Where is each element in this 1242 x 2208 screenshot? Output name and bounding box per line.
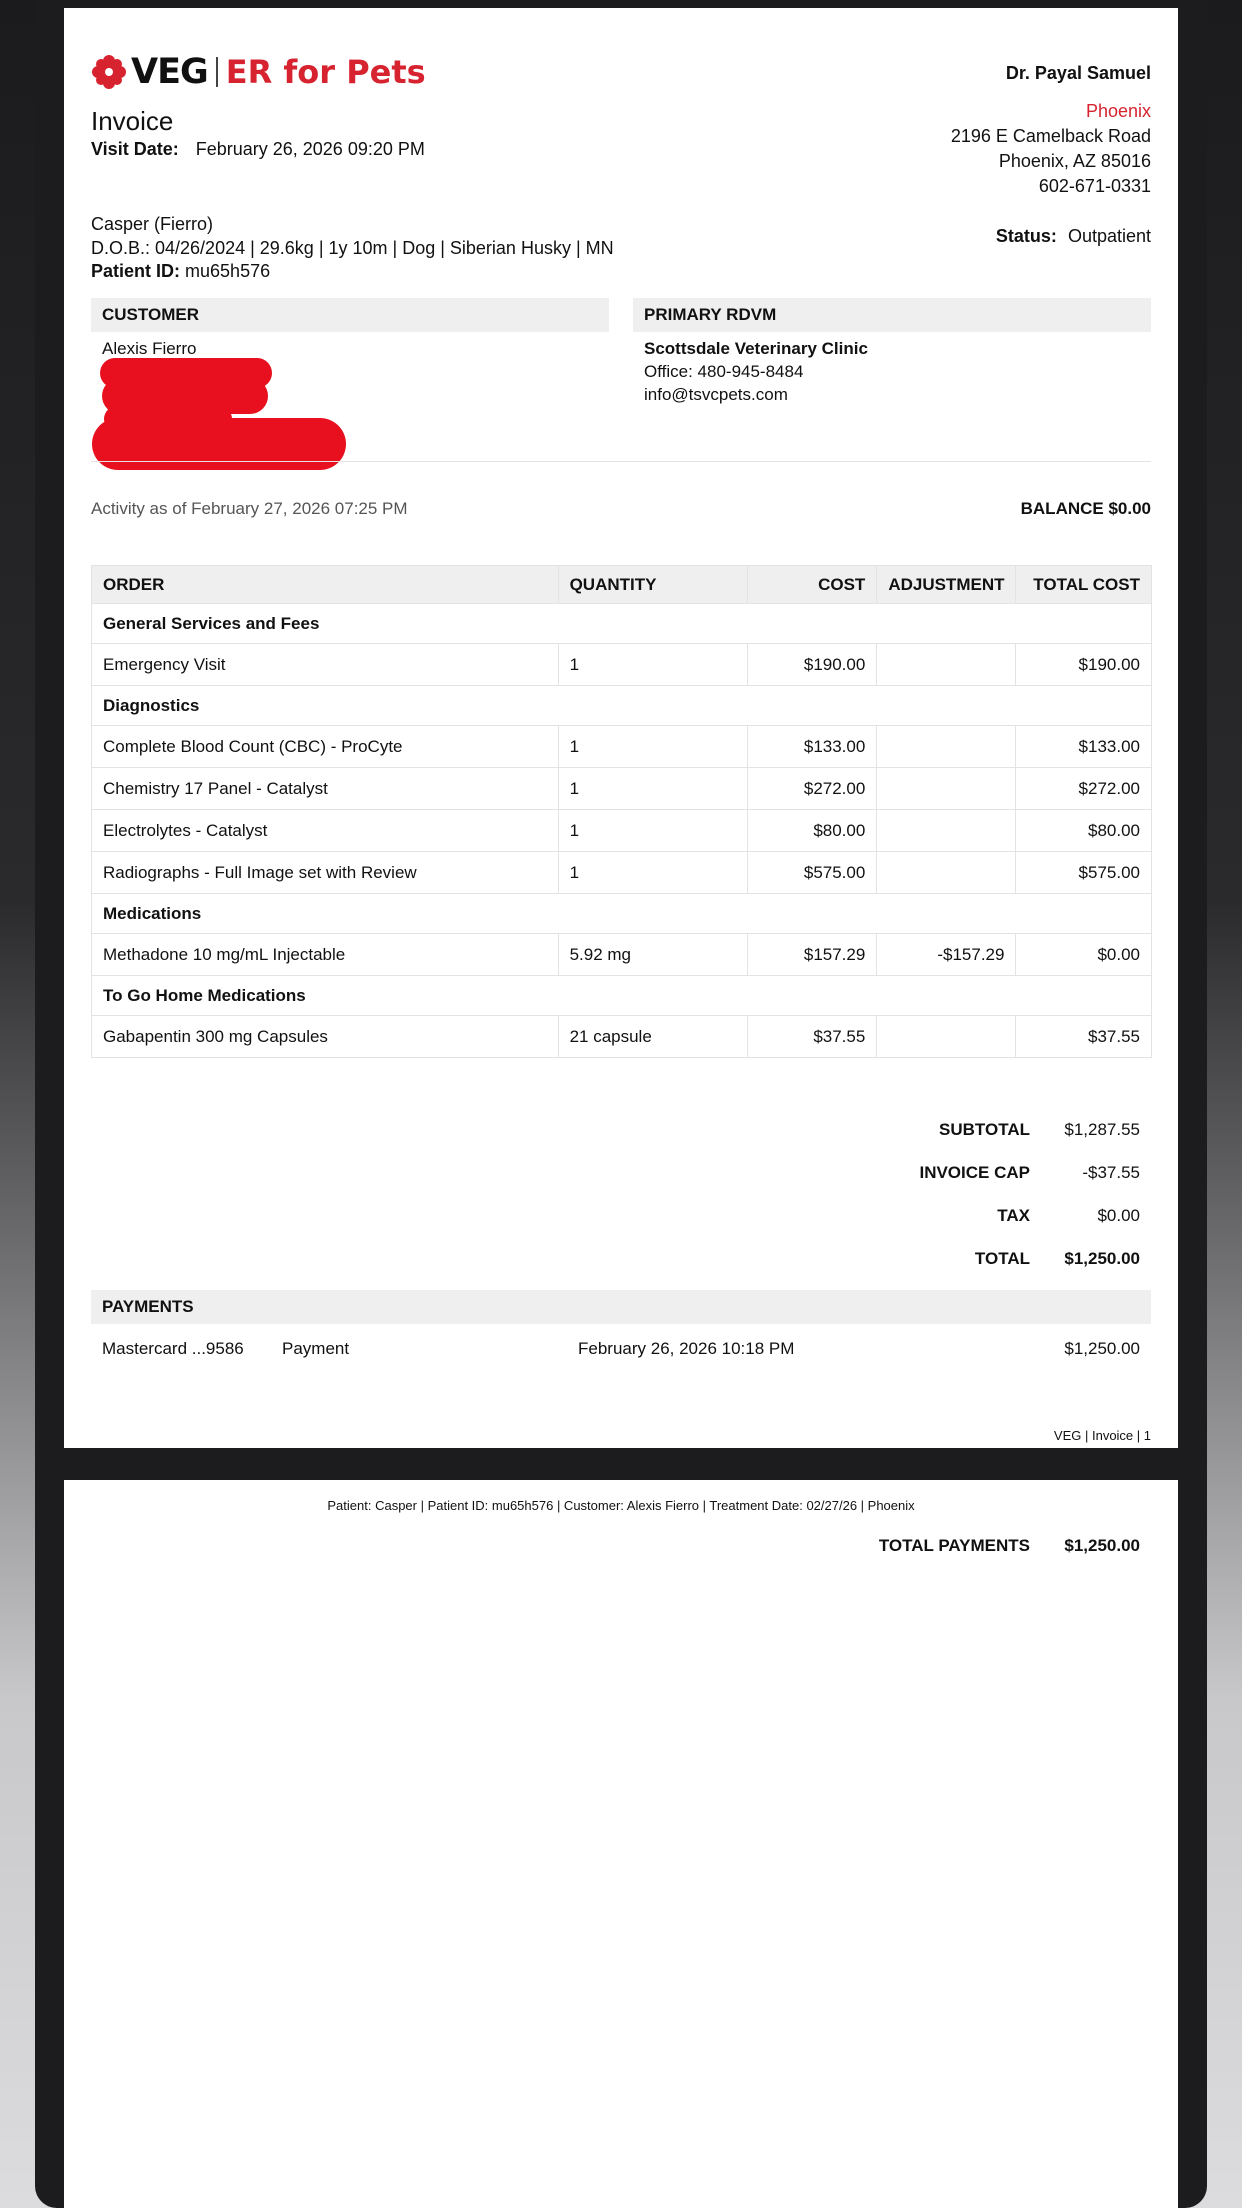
visit-date-value: February 26, 2026 09:20 PM [195, 139, 425, 159]
category-name: Medications [92, 894, 1152, 934]
patient-summary-line: Patient: Casper | Patient ID: mu65h576 | Customer: Alexis Fierro | Treatment Date: 02/27/26 | Phoenix [327, 1498, 915, 1513]
item-order: Methadone 10 mg/mL Injectable [92, 934, 559, 976]
invoice-cap-label: INVOICE CAP [919, 1162, 1030, 1182]
activity-date: Activity as of February 27, 2026 07:25 PM [91, 499, 408, 518]
clinic-address-1: 2196 E Camelback Road [950, 126, 1151, 146]
category-name: To Go Home Medications [92, 976, 1152, 1016]
item-adjustment [877, 810, 1016, 852]
col-adjustment: ADJUSTMENT [877, 566, 1016, 604]
customer-name: Alexis Fierro [102, 339, 197, 358]
item-total: $272.00 [1016, 768, 1152, 810]
item-order: Complete Blood Count (CBC) - ProCyte [92, 726, 559, 768]
item-qty: 1 [558, 852, 747, 894]
tax-row [919, 1194, 1140, 1237]
table-row [92, 1016, 1152, 1058]
total-payments-row [879, 1536, 1140, 1556]
item-cost: $157.29 [747, 934, 877, 976]
item-qty: 21 capsule [558, 1016, 747, 1058]
customer-header: CUSTOMER [91, 298, 609, 332]
paw-cross-icon [91, 54, 127, 90]
item-order: Electrolytes - Catalyst [92, 810, 559, 852]
clinic-phone: 602-671-0331 [1038, 176, 1151, 196]
item-total: $0.00 [1016, 934, 1152, 976]
totals-block [919, 1108, 1140, 1280]
subtotal-value: $1,287.55 [1064, 1119, 1140, 1139]
table-row [92, 726, 1152, 768]
table-row [92, 934, 1152, 976]
item-adjustment: -$157.29 [877, 934, 1016, 976]
rdvm-header: PRIMARY RDVM [633, 298, 1151, 332]
veg-logo [91, 52, 426, 92]
clinic-address-2: Phoenix, AZ 85016 [998, 151, 1151, 171]
visit-date-label: Visit Date: [91, 139, 179, 159]
payment-type: Payment [282, 1339, 350, 1358]
status-value: Outpatient [1067, 226, 1151, 246]
col-total-cost: TOTAL COST [1016, 566, 1152, 604]
item-total: $133.00 [1016, 726, 1152, 768]
logo-er-text: ER for Pets [225, 53, 426, 91]
redaction-mark [92, 418, 346, 470]
col-quantity: QUANTITY [558, 566, 747, 604]
col-order: ORDER [92, 566, 559, 604]
item-cost: $575.00 [747, 852, 877, 894]
patient-name: Casper (Fierro) [91, 214, 214, 234]
item-total: $190.00 [1016, 644, 1152, 686]
payment-amount: $1,250.00 [1064, 1339, 1140, 1358]
item-order: Radiographs - Full Image set with Review [92, 852, 559, 894]
col-cost: COST [747, 566, 877, 604]
rdvm-office: Office: 480-945-8484 [644, 362, 804, 381]
item-adjustment [877, 852, 1016, 894]
item-cost: $133.00 [747, 726, 877, 768]
item-cost: $190.00 [747, 644, 877, 686]
item-order: Chemistry 17 Panel - Catalyst [92, 768, 559, 810]
patient-details: D.O.B.: 04/26/2024 | 29.6kg | 1y 10m | Dog | Siberian Husky | MN [91, 238, 614, 258]
tax-label: TAX [997, 1205, 1030, 1225]
item-qty: 1 [558, 726, 747, 768]
subtotal-label: SUBTOTAL [939, 1119, 1030, 1139]
item-total: $575.00 [1016, 852, 1152, 894]
item-adjustment [877, 1016, 1016, 1058]
tax-value: $0.00 [1097, 1205, 1140, 1225]
category-row [92, 894, 1152, 934]
item-cost: $80.00 [747, 810, 877, 852]
status-label: Status: [995, 226, 1057, 246]
item-cost: $37.55 [747, 1016, 877, 1058]
patient-id-value: mu65h576 [185, 261, 271, 281]
item-qty: 1 [558, 768, 747, 810]
logo-divider [216, 57, 218, 87]
page-footer: VEG | Invoice | 1 [1053, 1428, 1151, 1443]
status-row [996, 226, 1151, 247]
item-total: $80.00 [1016, 810, 1152, 852]
item-order: Gabapentin 300 mg Capsules [92, 1016, 559, 1058]
payment-date: February 26, 2026 10:18 PM [578, 1339, 795, 1358]
visit-date-row [91, 139, 425, 160]
invoice-page-2 [64, 1480, 1178, 2208]
item-qty: 1 [558, 810, 747, 852]
rdvm-name: Scottsdale Veterinary Clinic [644, 339, 868, 358]
invoice-cap-row [919, 1151, 1140, 1194]
invoice-page-1 [64, 8, 1178, 1448]
table-row [92, 644, 1152, 686]
rdvm-email: info@tsvcpets.com [644, 385, 788, 404]
item-cost: $272.00 [747, 768, 877, 810]
table-row [92, 852, 1152, 894]
total-value: $1,250.00 [1064, 1248, 1140, 1268]
item-adjustment [877, 768, 1016, 810]
clinic-location: Phoenix [1085, 101, 1151, 121]
doctor-name: Dr. Payal Samuel [1005, 63, 1151, 83]
item-qty: 1 [558, 644, 747, 686]
category-name: Diagnostics [92, 686, 1152, 726]
total-row [919, 1237, 1140, 1280]
balance: BALANCE $0.00 [1020, 499, 1151, 518]
patient-id-row [91, 261, 270, 282]
item-qty: 5.92 mg [558, 934, 747, 976]
payments-header: PAYMENTS [91, 1290, 1151, 1324]
category-row [92, 686, 1152, 726]
total-payments-value: $1,250.00 [1064, 1536, 1140, 1555]
item-order: Emergency Visit [92, 644, 559, 686]
item-adjustment [877, 644, 1016, 686]
patient-id-label: Patient ID: [91, 261, 181, 281]
invoice-title: Invoice [91, 106, 174, 136]
category-name: General Services and Fees [92, 604, 1152, 644]
subtotal-row [919, 1108, 1140, 1151]
item-adjustment [877, 726, 1016, 768]
category-row [92, 604, 1152, 644]
logo-veg-text: VEG [131, 52, 208, 92]
table-row [92, 810, 1152, 852]
orders-header-row [92, 566, 1152, 604]
total-payments-label: TOTAL PAYMENTS [878, 1536, 1030, 1555]
total-label: TOTAL [974, 1248, 1030, 1268]
category-row [92, 976, 1152, 1016]
item-total: $37.55 [1016, 1016, 1152, 1058]
orders-table [91, 565, 1152, 1058]
divider [91, 461, 1151, 462]
payment-method: Mastercard ...9586 [102, 1339, 244, 1358]
table-row [92, 768, 1152, 810]
invoice-cap-value: -$37.55 [1082, 1162, 1140, 1182]
